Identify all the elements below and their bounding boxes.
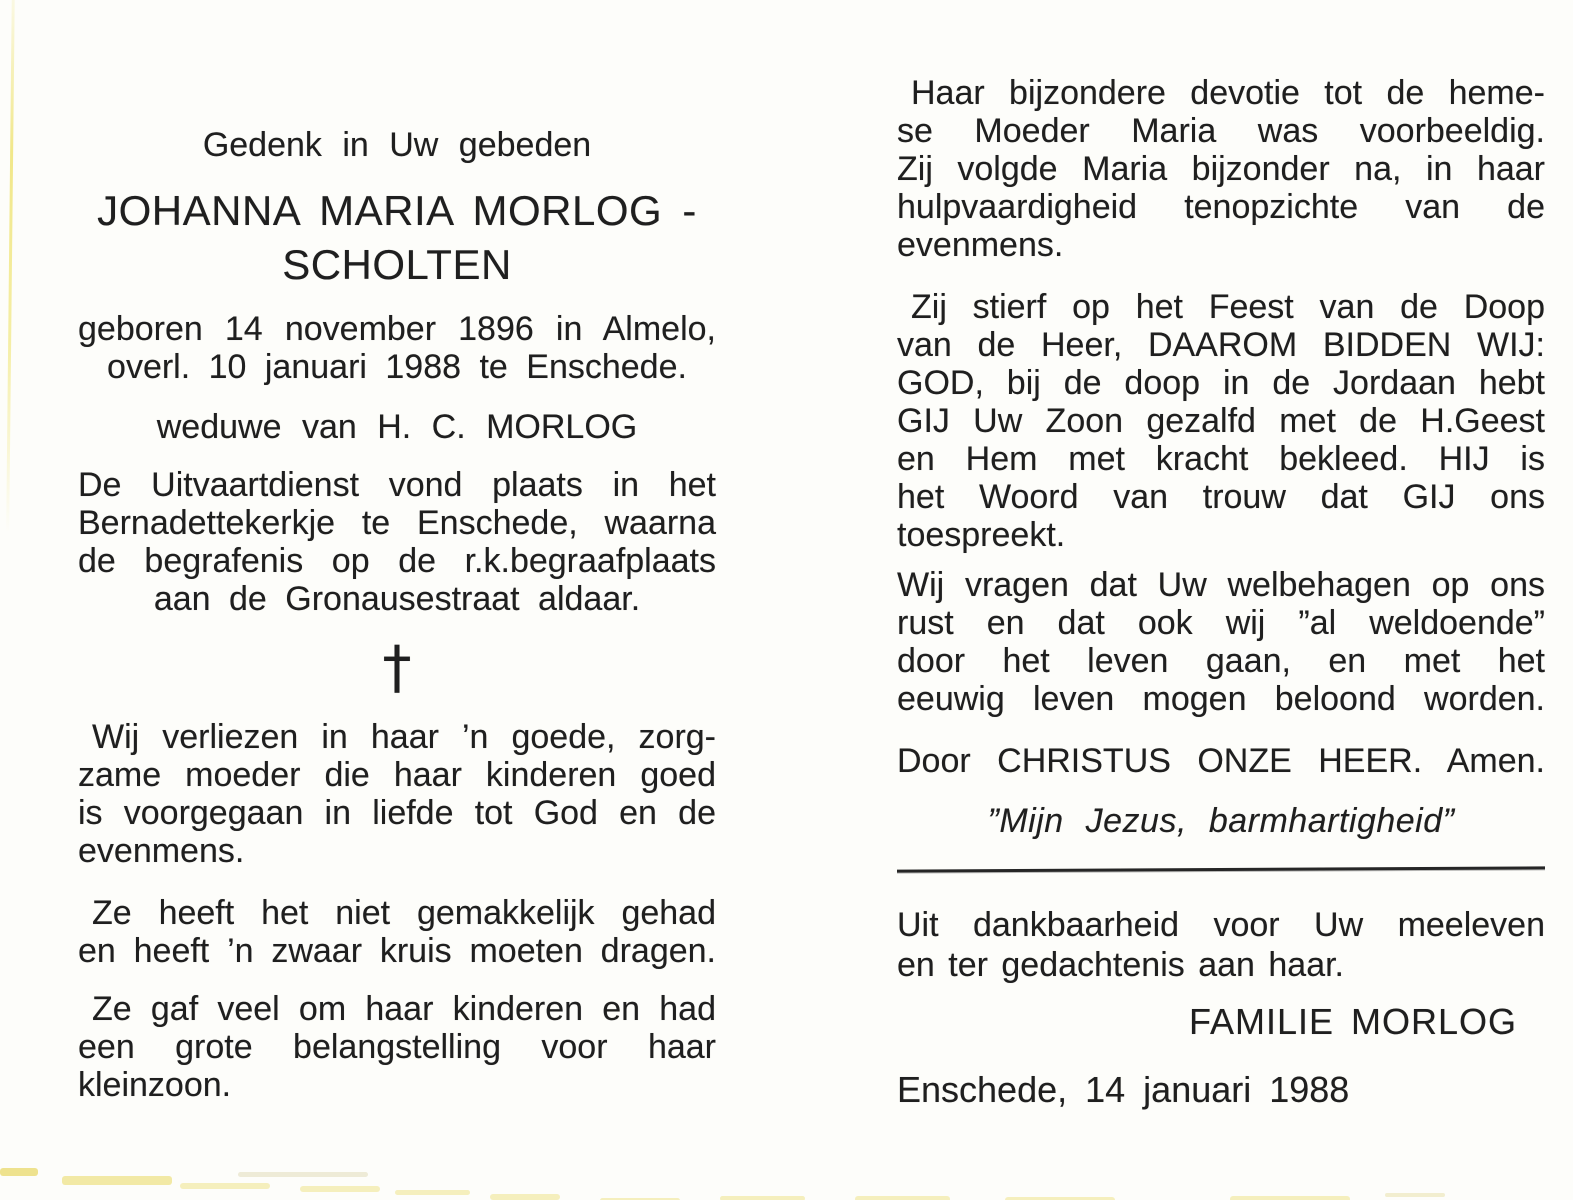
hardship-paragraph	[78, 894, 716, 970]
text-line: rust en dat ook wij ”al weldoende”	[897, 604, 1545, 642]
family-signature: FAMILIE MORLOG	[1188, 1001, 1517, 1042]
left-column	[78, 0, 716, 1104]
text-line: Ze gaf veel om haar kinderen en had	[92, 990, 716, 1028]
cross-icon: †	[382, 633, 412, 701]
text-line: Haar bijzondere devotie tot de heme-	[911, 74, 1545, 112]
right-column	[897, 0, 1545, 1109]
jesus-quote: ”Mijn Jezus, barmhartigheid”	[987, 802, 1455, 840]
text-line: en Hem met kracht bekleed. HIJ is	[897, 440, 1545, 478]
text-line: GIJ Uw Zoon gezalfd met de H.Geest	[897, 402, 1545, 440]
devotion-paragraph	[897, 74, 1545, 264]
text-line: JOHANNA MARIA MORLOG -	[97, 187, 697, 234]
blessing-paragraph	[897, 566, 1545, 718]
text-line: overl. 10 januari 1988 te Enschede.	[107, 348, 687, 386]
thanks-paragraph	[897, 905, 1545, 985]
text-line: aan de Gronausestraat aldaar.	[153, 580, 641, 618]
text-line: eeuwig leven mogen beloond worden.	[897, 680, 1545, 718]
text-line: Ze heeft het niet gemakkelijk gehad	[92, 894, 716, 932]
text-line: Zij stierf op het Feest van de Doop	[911, 288, 1545, 326]
text-line: Uit dankbaarheid voor Uw meeleven	[897, 906, 1545, 944]
text-line: van de Heer, DAAROM BIDDEN WIJ:	[897, 326, 1545, 364]
text-line: Bernadettekerkje te Enschede, waarna	[78, 504, 716, 542]
text-line: is voorgegaan in liefde tot God en de	[78, 794, 716, 832]
text-line: evenmens.	[78, 832, 245, 870]
intro-line: Gedenk in Uw gebeden	[202, 126, 592, 164]
text-line: SCHOLTEN	[282, 241, 512, 288]
memorial-paragraph	[78, 718, 716, 870]
text-line: toespreekt.	[897, 516, 1066, 554]
text-line: een grote belangstelling voor haar	[78, 1028, 716, 1066]
scan-artifact-left-line	[6, 0, 15, 533]
text-line: de begrafenis op de r.k.begraafplaats	[78, 542, 716, 580]
text-line: geboren 14 november 1896 in Almelo,	[78, 310, 716, 348]
text-line: evenmens.	[897, 226, 1064, 264]
text-line: hulpvaardigheid tenopzichte van de	[897, 188, 1545, 226]
text-line: en heeft ’n zwaar kruis moeten dragen.	[78, 932, 716, 970]
section-divider	[897, 866, 1545, 872]
dateline: Enschede, 14 januari 1988	[897, 1069, 1350, 1110]
text-line: zame moeder die haar kinderen goed	[78, 756, 716, 794]
widow-line: weduwe van H. C. MORLOG	[156, 408, 638, 446]
children-paragraph	[78, 990, 716, 1104]
text-line: De Uitvaartdienst vond plaats in het	[78, 466, 716, 504]
prayer-paragraph	[897, 288, 1545, 554]
text-line: Wij vragen dat Uw welbehagen op ons	[897, 566, 1545, 604]
text-line: GOD, bij de doop in de Jordaan hebt	[897, 364, 1545, 402]
text-line: Wij verliezen in haar ’n goede, zorg-	[92, 718, 716, 756]
text-line: se Moeder Maria was voorbeeldig.	[897, 112, 1545, 150]
funeral-paragraph	[78, 466, 716, 618]
deceased-name	[78, 184, 716, 292]
text-line: en ter gedachtenis aan haar.	[897, 946, 1344, 984]
amen-line: Door CHRISTUS ONZE HEER. Amen.	[897, 742, 1545, 780]
birth-death-dates	[78, 310, 716, 386]
text-line: kleinzoon.	[78, 1066, 232, 1104]
text-line: door het leven gaan, en met het	[897, 642, 1545, 680]
text-line: het Woord van trouw dat GIJ ons	[897, 478, 1545, 516]
text-line: Zij volgde Maria bijzonder na, in haar	[897, 150, 1545, 188]
